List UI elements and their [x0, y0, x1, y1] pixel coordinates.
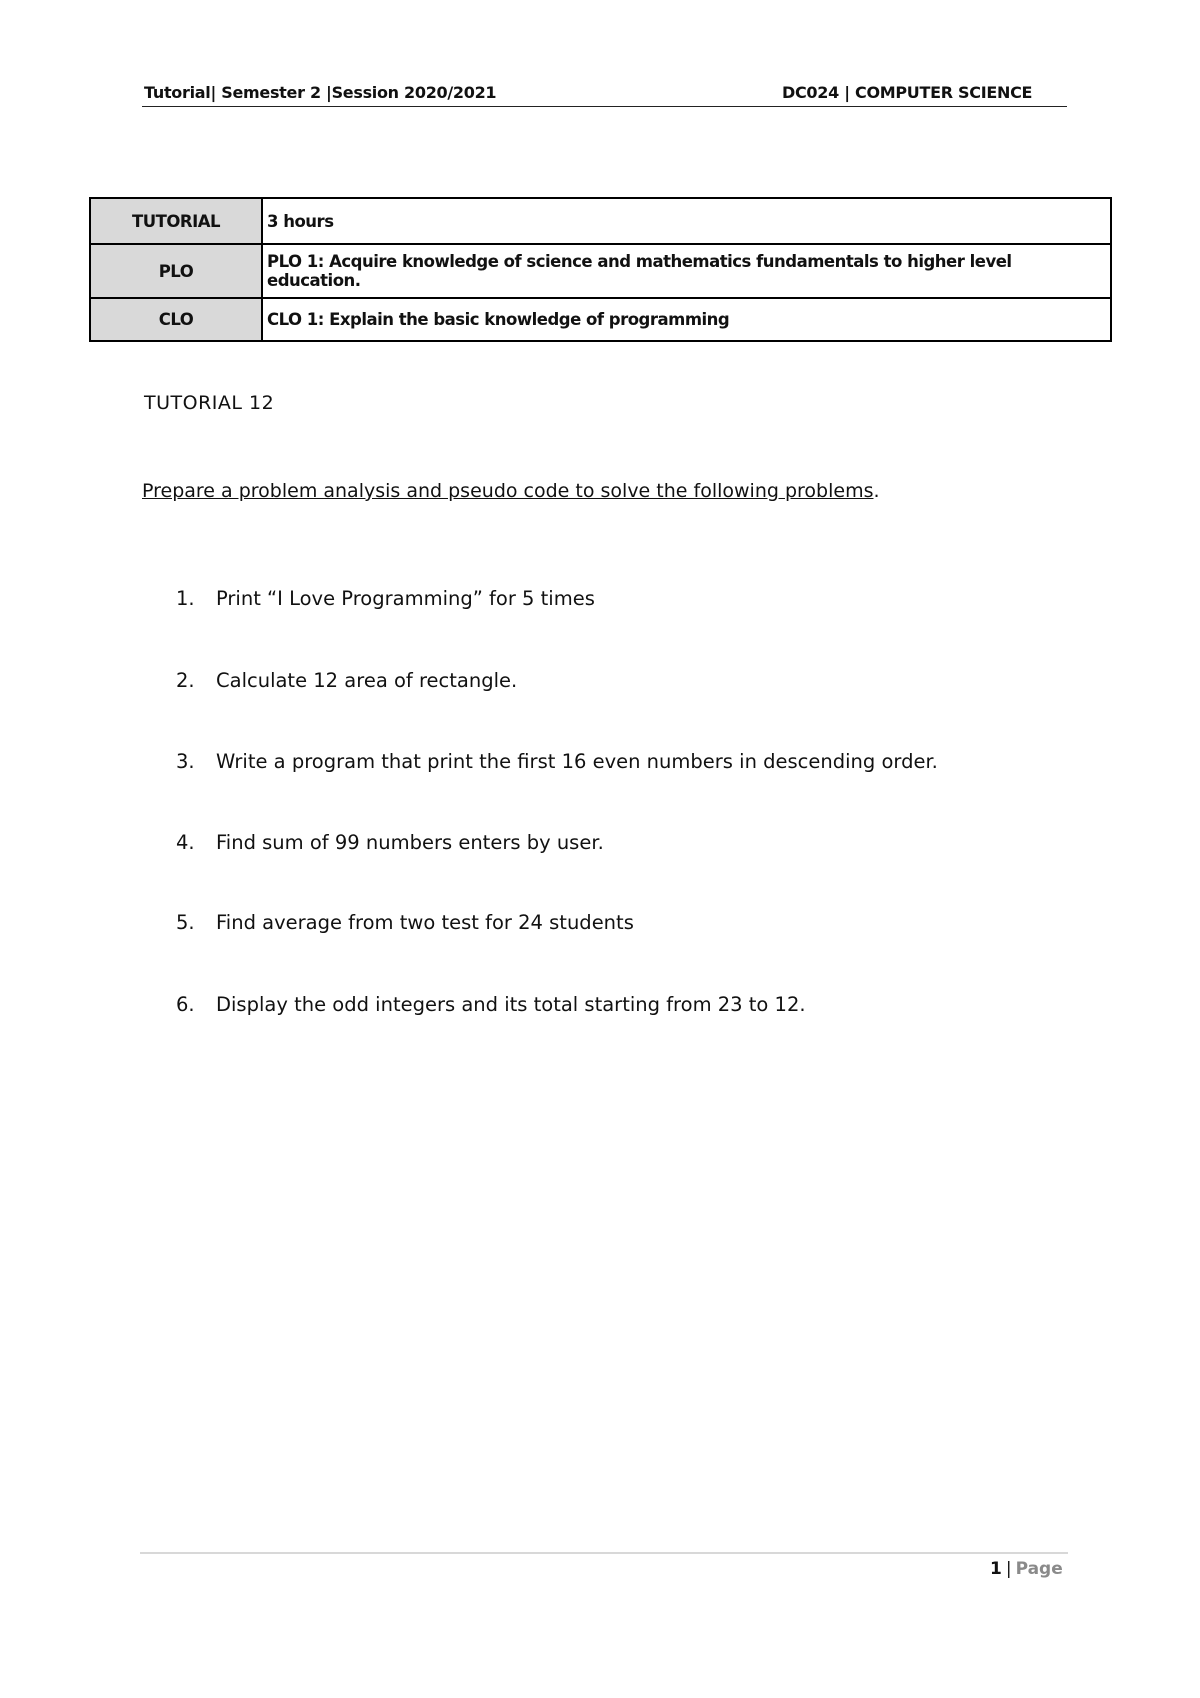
question-number: 5. — [176, 911, 195, 934]
footer-separator: | — [1005, 1559, 1012, 1579]
question-item — [176, 750, 938, 773]
info-value: CLO 1: Explain the basic knowledge of programming — [262, 298, 1111, 341]
info-table — [89, 197, 1112, 342]
question-text: Write a program that print the first 16 even numbers in descending order. — [216, 750, 938, 773]
info-key: TUTORIAL — [90, 198, 262, 244]
question-text: Find average from two test for 24 students — [216, 911, 634, 934]
question-number: 6. — [176, 993, 195, 1016]
question-number: 3. — [176, 750, 195, 773]
question-text: Print “I Love Programming” for 5 times — [216, 587, 595, 610]
header-course-info: Tutorial| Semester 2 |Session 2020/2021 — [144, 83, 497, 102]
footer-divider — [140, 1552, 1068, 1554]
header-subject: DC024 | COMPUTER SCIENCE — [782, 83, 1033, 102]
tutorial-title: TUTORIAL 12 — [144, 392, 275, 414]
question-number: 4. — [176, 831, 195, 854]
question-text: Display the odd integers and its total starting from 23 to 12. — [216, 993, 806, 1016]
page-footer — [990, 1559, 1063, 1579]
question-text: Find sum of 99 numbers enters by user. — [216, 831, 604, 854]
question-item — [176, 587, 595, 610]
info-row-clo — [90, 298, 1111, 341]
instruction-text: Prepare a problem analysis and pseudo code to solve the following problems — [142, 480, 874, 502]
question-item — [176, 831, 604, 854]
info-key: PLO — [90, 244, 262, 298]
info-value: PLO 1: Acquire knowledge of science and mathematics fundamentals to higher level education. — [262, 244, 1111, 298]
question-item — [176, 911, 634, 934]
info-value: 3 hours — [262, 198, 1111, 244]
page-header — [142, 80, 1067, 107]
info-row-plo — [90, 244, 1111, 298]
question-item — [176, 993, 806, 1016]
question-number: 2. — [176, 669, 195, 692]
info-key: CLO — [90, 298, 262, 341]
page-label: Page — [1015, 1559, 1063, 1579]
instruction — [142, 480, 880, 502]
question-item — [176, 669, 517, 692]
question-text: Calculate 12 area of rectangle. — [216, 669, 518, 692]
instruction-end: . — [873, 480, 880, 502]
info-row-tutorial — [90, 198, 1111, 244]
page-number: 1 — [990, 1559, 1002, 1579]
question-number: 1. — [176, 587, 195, 610]
